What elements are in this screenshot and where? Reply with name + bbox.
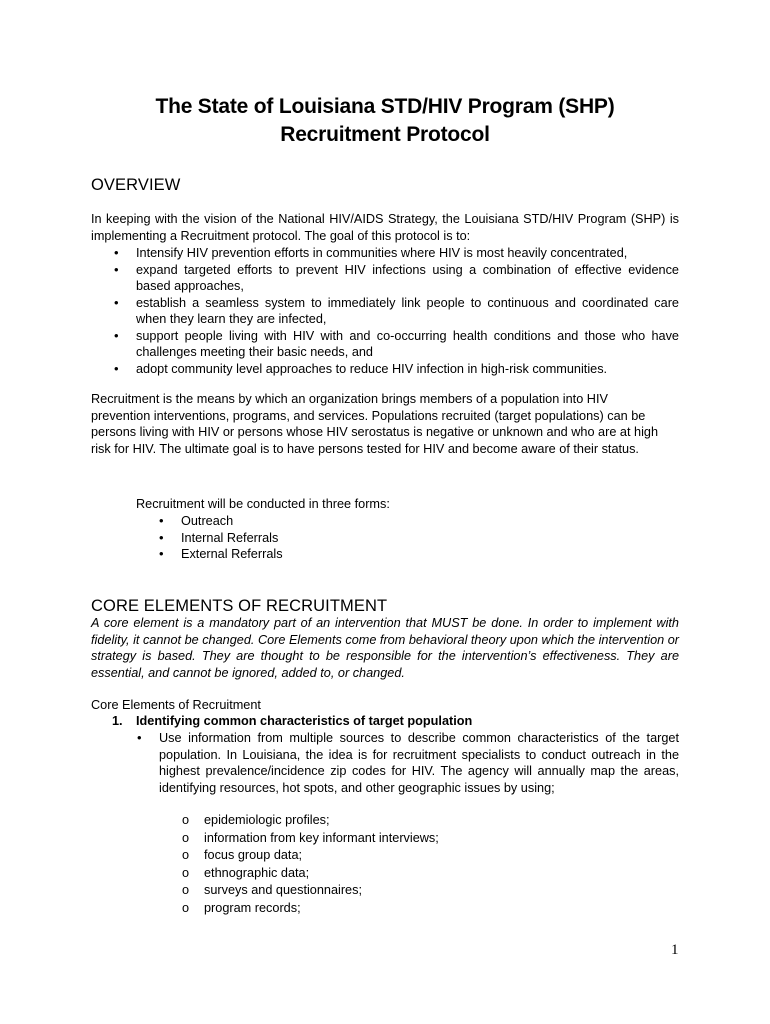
core-item-title: Identifying common characteristics of target population bbox=[136, 714, 473, 728]
goal-item: • establish a seamless system to immediately link people to continuous and coordinated care when they learn they are infected, bbox=[136, 295, 679, 328]
source-item: o surveys and questionnaires; bbox=[204, 882, 439, 900]
title-line-2: Recruitment Protocol bbox=[280, 123, 490, 146]
form-item: • External Referrals bbox=[181, 546, 283, 563]
core-heading: CORE ELEMENTS OF RECRUITMENT bbox=[91, 597, 388, 615]
source-item: o program records; bbox=[204, 900, 439, 918]
overview-intro: In keeping with the vision of the National HIV/AIDS Strategy, the Louisiana STD/HIV Program (SHP) is implementing a Recruitment protocol. The goal of this protocol is to: bbox=[91, 212, 679, 243]
form-item: • Internal Referrals bbox=[181, 530, 283, 547]
recruitment-paragraph: Recruitment is the means by which an organization brings members of a population into HIV prevention interventions, programs, and services. Populations recruited (target populations) can be persons living with HIV or persons whose HIV serostatus is negative or unknown and who are at high risk for HIV. The ultimate goal is to have persons tested for HIV and become aware of their status. bbox=[91, 392, 659, 456]
forms-intro: Recruitment will be conducted in three forms: bbox=[136, 497, 390, 511]
title-line-1: The State of Louisiana STD/HIV Program (SHP) bbox=[155, 95, 615, 118]
goal-item: • support people living with HIV with and co-occurring health conditions and those who have challenges meeting their basic needs, and bbox=[136, 328, 679, 361]
source-item: o ethnographic data; bbox=[204, 865, 439, 883]
overview-heading: OVERVIEW bbox=[91, 176, 181, 194]
form-item: • Outreach bbox=[181, 513, 283, 530]
core-item-number: 1. bbox=[112, 714, 123, 728]
source-item: o focus group data; bbox=[204, 847, 439, 865]
core-definition: A core element is a mandatory part of an intervention that MUST be done. In order to implement with fidelity, it cannot be changed. Core Elements come from behavioral theory upon which the intervention or strategy is based. They are thought to be responsible for the intervention’s effectiveness. They are essential, and cannot be ignored, added to, or changed. bbox=[91, 616, 679, 680]
core-item-1 bbox=[112, 713, 472, 730]
goal-item: • Intensify HIV prevention efforts in communities where HIV is most heavily concentrated, bbox=[136, 245, 679, 262]
page-number: 1 bbox=[671, 942, 679, 958]
document-title bbox=[0, 93, 770, 149]
goal-item: • expand targeted efforts to prevent HIV infections using a combination of effective evidence based approaches, bbox=[136, 262, 679, 295]
core-list-intro: Core Elements of Recruitment bbox=[91, 698, 261, 712]
core-item-1-bullets bbox=[159, 730, 679, 796]
source-item: o information from key informant interviews; bbox=[204, 830, 439, 848]
goal-item: • adopt community level approaches to reduce HIV infection in high-risk communities. bbox=[136, 361, 679, 378]
sources-list bbox=[204, 812, 439, 917]
source-item: o epidemiologic profiles; bbox=[204, 812, 439, 830]
goals-list bbox=[136, 245, 679, 377]
core-item-bullet: • Use information from multiple sources to describe common characteristics of the target population. In Louisiana, the idea is for recruitment specialists to conduct outreach in the highest prevalence/incidence zip codes for HIV. The agency will annually map the areas, identifying resources, hot spots, and other geographic issues by using; bbox=[159, 730, 679, 796]
forms-list bbox=[181, 513, 283, 563]
